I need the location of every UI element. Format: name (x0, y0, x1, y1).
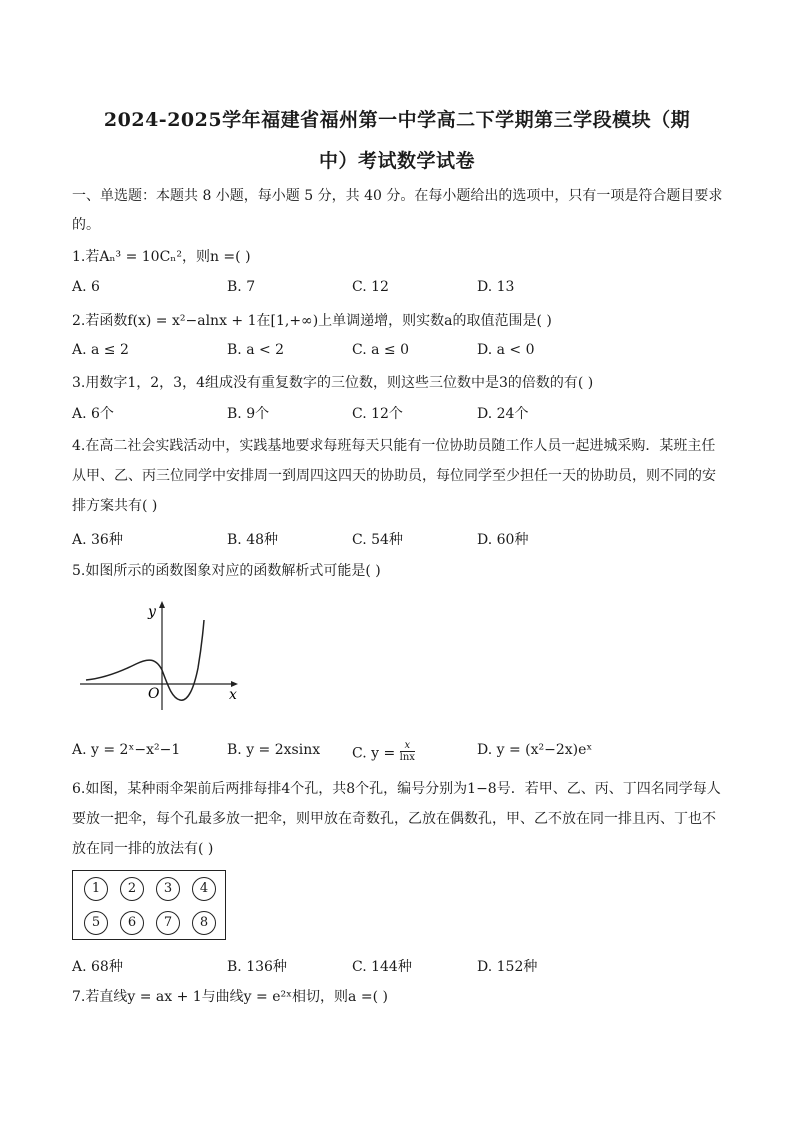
question-5-option-d[interactable]: D. y = (x²−2x)eˣ (477, 742, 593, 758)
fraction-denominator: lnx (399, 752, 415, 763)
question-2-option-c[interactable]: C. a ≤ 0 (352, 342, 409, 358)
question-6-stem-1: 6.如图，某种雨伞架前后两排每排4个孔，共8个孔，编号分别为1−8号．若甲、乙、丙、丁四名同学每人 (72, 781, 721, 797)
question-2-option-a[interactable]: A. a ≤ 2 (72, 342, 129, 358)
question-4-options (72, 529, 724, 549)
question-6-option-d[interactable]: D. 152种 (477, 959, 538, 975)
question-4-option-d[interactable]: D. 60种 (477, 532, 529, 548)
question-5-options (72, 742, 724, 762)
exam-title-line-1: 2024-2025学年福建省福州第一中学高二下学期第三学段模块（期 (103, 109, 691, 131)
hole-3: 3 (156, 877, 180, 901)
question-3-option-d[interactable]: D. 24个 (477, 406, 529, 422)
question-4-option-b[interactable]: B. 48种 (227, 532, 279, 548)
question-1-option-a[interactable]: A. 6 (72, 279, 100, 295)
question-6-option-b[interactable]: B. 136种 (227, 959, 287, 975)
question-1-option-c[interactable]: C. 12 (352, 279, 389, 295)
question-4-stem-1: 4.在高二社会实践活动中，实践基地要求每班每天只能有一位协助员随工作人员一起进城采购．某班主任 (72, 438, 716, 454)
hole-7: 7 (156, 911, 180, 935)
section-instructions-1: 一、单选题：本题共 8 小题，每小题 5 分，共 40 分。在每小题给出的选项中，只有一项是符合题目要求 (72, 188, 723, 204)
hole-8: 8 (192, 911, 216, 935)
question-2-options (72, 342, 724, 362)
question-2-option-b[interactable]: B. a < 2 (227, 342, 285, 358)
section-instructions-2: 的。 (72, 217, 100, 233)
question-5-stem: 5.如图所示的函数图象对应的函数解析式可能是( ) (72, 563, 381, 579)
fraction-numerator: x (400, 740, 415, 752)
question-1-option-b[interactable]: B. 7 (227, 279, 256, 295)
question-3-option-c[interactable]: C. 12个 (352, 406, 403, 422)
question-5-option-a[interactable]: A. y = 2ˣ−x²−1 (72, 742, 181, 758)
hole-2: 2 (120, 877, 144, 901)
question-6-option-c[interactable]: C. 144种 (352, 959, 412, 975)
hole-6: 6 (120, 911, 144, 935)
question-6-stem-2: 要放一把伞，每个孔最多放一把伞，则甲放在奇数孔，乙放在偶数孔，甲、乙不放在同一排且丙、丁也不 (72, 811, 716, 827)
question-3-options (72, 403, 724, 423)
y-axis-arrow-icon (159, 601, 165, 608)
question-4-option-c[interactable]: C. 54种 (352, 532, 403, 548)
exam-title-line-2: 中）考试数学试卷 (318, 150, 475, 172)
question-1-option-d[interactable]: D. 13 (477, 279, 515, 295)
fraction (400, 740, 415, 763)
question-5-option-c[interactable] (352, 742, 415, 765)
y-axis-label: y (148, 604, 156, 620)
function-graph (76, 598, 246, 716)
origin-label: O (148, 686, 160, 702)
function-curve (86, 620, 204, 700)
question-4-stem-2: 从甲、乙、丙三位同学中安排周一到周四这四天的协助员，每位同学至少担任一天的协助员，则不同的安 (72, 468, 716, 484)
question-4-option-a[interactable]: A. 36种 (72, 532, 123, 548)
question-6-options (72, 956, 724, 976)
question-2-option-d[interactable]: D. a < 0 (477, 342, 535, 358)
question-3-option-a[interactable]: A. 6个 (72, 406, 114, 422)
question-7-stem: 7.若直线y = ax + 1与曲线y = e²ˣ相切，则a =( ) (72, 989, 388, 1005)
question-2-stem: 2.若函数f(x) = x²−alnx + 1在[1,+∞)上单调递增，则实数a的取值范围是( ) (72, 313, 552, 329)
question-1-options (72, 279, 724, 299)
question-5-option-b[interactable]: B. y = 2xsinx (227, 742, 321, 758)
hole-4: 4 (192, 877, 216, 901)
question-3-option-b[interactable]: B. 9个 (227, 406, 270, 422)
question-6-stem-3: 放在同一排的放法有( ) (72, 841, 214, 857)
question-1-stem: 1.若Aₙ³ = 10Cₙ²，则n =( ) (72, 249, 251, 265)
hole-5: 5 (84, 911, 108, 935)
hole-1: 1 (84, 877, 108, 901)
umbrella-rack-diagram (72, 870, 226, 940)
question-6-option-a[interactable]: A. 68种 (72, 959, 123, 975)
question-3-stem: 3.用数字1，2，3，4组成没有重复数字的三位数，则这些三位数中是3的倍数的有( ) (72, 375, 594, 391)
x-axis-label: x (229, 687, 237, 703)
question-5-option-c-label: C. y = (352, 745, 400, 762)
question-4-stem-3: 排方案共有( ) (72, 498, 158, 514)
